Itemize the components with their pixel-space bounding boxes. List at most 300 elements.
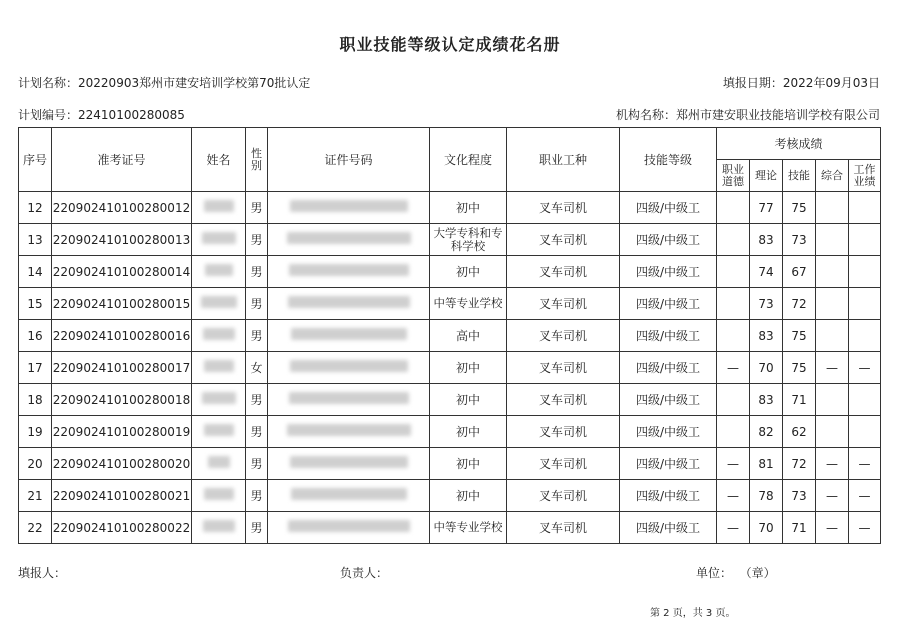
cell-score-ethics-text: — [727, 520, 739, 535]
cell-gender [246, 256, 268, 288]
cell-name [192, 192, 246, 224]
cell-exam-no-text: 220902410100280012 [52, 200, 191, 215]
cell-gender-text: 男 [250, 297, 263, 311]
cell-education-text: 初中 [455, 393, 480, 407]
redacted-name [208, 456, 230, 468]
cell-exam-no-text: 220902410100280020 [52, 456, 191, 471]
cell-score-ethics [717, 480, 750, 512]
cell-score-skill-text: 67 [791, 264, 807, 279]
cell-seq-text: 12 [27, 200, 43, 215]
cell-id-no [268, 416, 430, 448]
cell-id-no [268, 352, 430, 384]
cell-occupation-text: 叉车司机 [538, 489, 587, 503]
redacted-id [291, 328, 407, 340]
cell-occupation-text: 叉车司机 [538, 457, 587, 471]
cell-occupation [507, 256, 620, 288]
redacted-name [204, 424, 234, 436]
cell-seq-text: 18 [27, 392, 43, 407]
cell-level-text: 四级/中级工 [635, 233, 701, 247]
cell-score-overall-text: — [826, 360, 838, 375]
table-row [19, 320, 881, 352]
cell-score-theory [750, 288, 783, 320]
cell-level-text: 四级/中级工 [635, 265, 701, 279]
cell-score-theory-text: 78 [758, 488, 774, 503]
cell-level [620, 512, 717, 544]
document-title: 职业技能等级认定成绩花名册 [339, 35, 561, 54]
unit-field [696, 564, 776, 581]
redacted-name [203, 520, 235, 532]
cell-education-text: 中等专业学校 [433, 296, 503, 310]
cell-name [192, 352, 246, 384]
cell-score-overall [816, 288, 849, 320]
header-score-ethics: 职业道德 [717, 160, 750, 192]
cell-score-theory [750, 480, 783, 512]
cell-name [192, 256, 246, 288]
cell-education [430, 512, 507, 544]
cell-occupation [507, 480, 620, 512]
cell-score-overall [816, 320, 849, 352]
cell-seq-text: 14 [27, 264, 43, 279]
cell-seq [19, 288, 52, 320]
cell-score-overall-text: — [826, 520, 838, 535]
cell-occupation [507, 288, 620, 320]
cell-score-ethics [717, 384, 750, 416]
cell-gender [246, 192, 268, 224]
cell-occupation-text: 叉车司机 [538, 425, 587, 439]
plan-no-value: 22410100280085 [78, 108, 185, 122]
cell-id-no [268, 224, 430, 256]
cell-occupation [507, 448, 620, 480]
cell-score-theory [750, 256, 783, 288]
cell-name [192, 480, 246, 512]
cell-score-overall [816, 416, 849, 448]
cell-score-skill [783, 448, 816, 480]
redacted-id [290, 360, 408, 372]
cell-score-overall [816, 352, 849, 384]
cell-score-skill-text: 73 [791, 488, 807, 503]
cell-score-ethics [717, 352, 750, 384]
cell-seq [19, 384, 52, 416]
cell-gender-text: 男 [250, 489, 263, 503]
cell-score-theory [750, 384, 783, 416]
header-score-overall: 综合 [816, 160, 849, 192]
cell-occupation [507, 416, 620, 448]
table-row [19, 480, 881, 512]
cell-occupation [507, 512, 620, 544]
cell-seq [19, 352, 52, 384]
cell-education-text: 初中 [455, 265, 480, 279]
cell-score-work [849, 256, 881, 288]
cell-score-work [849, 448, 881, 480]
cell-gender [246, 512, 268, 544]
table-row [19, 416, 881, 448]
cell-occupation [507, 224, 620, 256]
header-id-no: 证件号码 [268, 128, 430, 192]
cell-score-ethics [717, 320, 750, 352]
reporter-field: 填报人： [18, 566, 67, 580]
cell-score-overall-text: — [826, 456, 838, 471]
redacted-id [287, 232, 411, 244]
cell-score-overall [816, 480, 849, 512]
cell-score-skill-text: 73 [791, 232, 807, 247]
cell-score-theory-text: 77 [758, 200, 774, 215]
redacted-name [204, 488, 234, 500]
cell-education-text: 初中 [455, 489, 480, 503]
report-date-line [723, 74, 880, 91]
cell-score-skill-text: 75 [791, 200, 807, 215]
cell-seq-text: 13 [27, 232, 43, 247]
header-score-work: 工作业绩 [849, 160, 881, 192]
cell-occupation-text: 叉车司机 [538, 521, 587, 535]
page-indicator: 第 2 页，共 3 页。 [650, 608, 736, 619]
cell-score-overall [816, 512, 849, 544]
cell-score-skill [783, 512, 816, 544]
table-row [19, 384, 881, 416]
cell-occupation-text: 叉车司机 [538, 329, 587, 343]
cell-score-theory-text: 70 [758, 360, 774, 375]
cell-exam-no-text: 220902410100280014 [52, 264, 191, 279]
cell-level [620, 288, 717, 320]
cell-score-work [849, 512, 881, 544]
cell-id-no [268, 256, 430, 288]
cell-exam-no [52, 288, 192, 320]
cell-score-work [849, 416, 881, 448]
cell-level [620, 480, 717, 512]
cell-score-ethics-text: — [727, 360, 739, 375]
report-date-label: 填报日期： [722, 76, 783, 90]
cell-seq-text: 15 [27, 296, 43, 311]
cell-gender-text: 男 [250, 201, 263, 215]
cell-level-text: 四级/中级工 [635, 393, 701, 407]
cell-score-theory [750, 512, 783, 544]
cell-exam-no [52, 192, 192, 224]
cell-score-overall [816, 384, 849, 416]
redacted-id [288, 296, 410, 308]
cell-score-work-text: — [858, 456, 871, 471]
cell-score-skill [783, 224, 816, 256]
cell-gender-text: 男 [250, 521, 263, 535]
cell-exam-no-text: 220902410100280021 [52, 488, 191, 503]
redacted-id [288, 520, 410, 532]
cell-score-theory-text: 74 [758, 264, 774, 279]
cell-score-skill [783, 256, 816, 288]
cell-gender-text: 男 [250, 233, 263, 247]
cell-seq-text: 20 [27, 456, 43, 471]
cell-gender-text: 男 [250, 425, 263, 439]
cell-seq [19, 480, 52, 512]
cell-exam-no [52, 352, 192, 384]
cell-score-theory [750, 416, 783, 448]
cell-id-no [268, 448, 430, 480]
cell-gender-text: 男 [250, 457, 263, 471]
cell-education [430, 384, 507, 416]
cell-name [192, 416, 246, 448]
cell-name [192, 224, 246, 256]
table-row [19, 192, 881, 224]
cell-education-text: 初中 [455, 425, 480, 439]
header-exam-no: 准考证号 [52, 128, 192, 192]
cell-seq-text: 16 [27, 328, 43, 343]
cell-level [620, 416, 717, 448]
cell-seq [19, 224, 52, 256]
cell-score-theory [750, 352, 783, 384]
plan-name-label: 计划名称： [18, 76, 79, 90]
cell-education-text: 大学专科和专科学校 [433, 225, 503, 253]
cell-occupation [507, 384, 620, 416]
cell-score-skill-text: 75 [791, 328, 807, 343]
cell-education [430, 224, 507, 256]
table-row [19, 512, 881, 544]
cell-score-theory-text: 82 [758, 424, 774, 439]
cell-score-overall [816, 224, 849, 256]
redacted-id [290, 456, 408, 468]
cell-score-skill [783, 192, 816, 224]
redacted-id [290, 200, 408, 212]
cell-gender [246, 384, 268, 416]
redacted-name [202, 392, 236, 404]
cell-occupation-text: 叉车司机 [538, 265, 587, 279]
unit-label: 单位： [696, 566, 733, 580]
cell-seq-text: 21 [27, 488, 43, 503]
cell-score-ethics-text: — [727, 456, 739, 471]
cell-occupation-text: 叉车司机 [538, 297, 587, 311]
header-education: 文化程度 [430, 128, 507, 192]
cell-score-skill-text: 75 [791, 360, 807, 375]
cell-exam-no-text: 220902410100280018 [52, 392, 191, 407]
cell-gender [246, 448, 268, 480]
cell-education-text: 中等专业学校 [433, 520, 503, 534]
cell-exam-no-text: 220902410100280019 [52, 424, 191, 439]
cell-exam-no [52, 448, 192, 480]
cell-score-ethics [717, 256, 750, 288]
redacted-name [201, 296, 237, 308]
cell-score-work [849, 352, 881, 384]
cell-score-skill-text: 72 [791, 296, 807, 311]
cell-gender [246, 416, 268, 448]
cell-occupation [507, 192, 620, 224]
cell-education-text: 初中 [455, 457, 480, 471]
redacted-name [205, 264, 233, 276]
cell-score-overall [816, 256, 849, 288]
cell-level [620, 352, 717, 384]
cell-exam-no [52, 480, 192, 512]
header-gender: 性别 [246, 128, 268, 192]
cell-score-theory-text: 83 [758, 232, 774, 247]
seal-label: （章） [739, 566, 776, 580]
cell-id-no [268, 480, 430, 512]
cell-id-no [268, 288, 430, 320]
cell-exam-no-text: 220902410100280016 [52, 328, 191, 343]
plan-name-line [18, 74, 310, 91]
cell-score-theory-text: 70 [758, 520, 774, 535]
cell-level-text: 四级/中级工 [635, 201, 701, 215]
redacted-name [202, 232, 236, 244]
cell-score-skill-text: 62 [791, 424, 807, 439]
redacted-id [287, 424, 411, 436]
cell-score-work [849, 320, 881, 352]
cell-occupation-text: 叉车司机 [538, 233, 587, 247]
plan-no-label: 计划编号： [18, 108, 79, 122]
cell-seq [19, 512, 52, 544]
cell-seq-text: 17 [27, 360, 43, 375]
cell-gender [246, 352, 268, 384]
cell-gender-text: 女 [250, 361, 263, 375]
cell-score-skill [783, 352, 816, 384]
cell-score-ethics [717, 416, 750, 448]
cell-occupation [507, 320, 620, 352]
cell-education-text: 初中 [455, 361, 480, 375]
cell-exam-no [52, 416, 192, 448]
cell-exam-no-text: 220902410100280017 [52, 360, 191, 375]
table-row [19, 224, 881, 256]
cell-education [430, 416, 507, 448]
header-scores-group: 考核成绩 [717, 128, 881, 160]
cell-education [430, 288, 507, 320]
cell-score-theory [750, 224, 783, 256]
cell-score-work [849, 480, 881, 512]
cell-seq [19, 320, 52, 352]
cell-gender [246, 224, 268, 256]
cell-exam-no [52, 512, 192, 544]
cell-score-theory-text: 81 [758, 456, 774, 471]
cell-score-theory-text: 83 [758, 328, 774, 343]
cell-education [430, 352, 507, 384]
cell-exam-no [52, 224, 192, 256]
header-name: 姓名 [192, 128, 246, 192]
cell-name [192, 512, 246, 544]
cell-level [620, 192, 717, 224]
cell-score-work-text: — [858, 520, 871, 535]
cell-education [430, 480, 507, 512]
cell-name [192, 288, 246, 320]
redacted-id [291, 488, 407, 500]
cell-exam-no-text: 220902410100280022 [52, 520, 191, 535]
org-line [616, 106, 880, 123]
header-level: 技能等级 [620, 128, 717, 192]
cell-education-text: 初中 [455, 201, 480, 215]
cell-score-theory [750, 448, 783, 480]
cell-gender-text: 男 [250, 329, 263, 343]
cell-score-theory-text: 83 [758, 392, 774, 407]
cell-score-skill [783, 384, 816, 416]
redacted-id [289, 392, 409, 404]
cell-exam-no [52, 320, 192, 352]
cell-score-ethics [717, 192, 750, 224]
redacted-name [204, 360, 234, 372]
cell-level-text: 四级/中级工 [635, 457, 701, 471]
cell-level-text: 四级/中级工 [635, 361, 701, 375]
cell-occupation-text: 叉车司机 [538, 361, 587, 375]
cell-gender-text: 男 [250, 265, 263, 279]
cell-score-skill [783, 416, 816, 448]
header-score-theory: 理论 [750, 160, 783, 192]
cell-level [620, 448, 717, 480]
cell-level [620, 384, 717, 416]
cell-level-text: 四级/中级工 [635, 425, 701, 439]
cell-score-theory-text: 73 [758, 296, 774, 311]
cell-score-skill [783, 288, 816, 320]
cell-gender [246, 480, 268, 512]
cell-score-work [849, 224, 881, 256]
cell-seq [19, 256, 52, 288]
header-occupation: 职业工种 [507, 128, 620, 192]
cell-level-text: 四级/中级工 [635, 521, 701, 535]
cell-seq [19, 192, 52, 224]
cell-education-text: 高中 [455, 329, 480, 343]
cell-id-no [268, 384, 430, 416]
cell-level-text: 四级/中级工 [635, 329, 701, 343]
header-score-skill: 技能 [783, 160, 816, 192]
table-row [19, 256, 881, 288]
cell-score-work [849, 384, 881, 416]
cell-seq-text: 19 [27, 424, 43, 439]
cell-score-ethics-text: — [727, 488, 739, 503]
cell-level-text: 四级/中级工 [635, 297, 701, 311]
cell-name [192, 320, 246, 352]
plan-no-line [18, 106, 185, 123]
cell-score-work-text: — [858, 488, 871, 503]
cell-score-overall-text: — [826, 488, 838, 503]
cell-seq [19, 448, 52, 480]
cell-score-skill [783, 480, 816, 512]
org-value: 郑州市建安职业技能培训学校有限公司 [675, 108, 880, 122]
cell-level [620, 256, 717, 288]
roster-table [18, 127, 881, 544]
cell-score-ethics [717, 448, 750, 480]
plan-name-value: 20220903郑州市建安培训学校第70批认定 [78, 76, 311, 90]
cell-name [192, 384, 246, 416]
cell-education [430, 448, 507, 480]
cell-gender [246, 288, 268, 320]
cell-score-work [849, 192, 881, 224]
cell-level [620, 320, 717, 352]
cell-gender-text: 男 [250, 393, 263, 407]
cell-exam-no [52, 384, 192, 416]
cell-exam-no-text: 220902410100280013 [52, 232, 191, 247]
cell-level-text: 四级/中级工 [635, 489, 701, 503]
header-seq: 序号 [19, 128, 52, 192]
cell-score-work-text: — [858, 360, 871, 375]
cell-score-work [849, 288, 881, 320]
cell-score-theory [750, 192, 783, 224]
cell-level [620, 224, 717, 256]
cell-exam-no [52, 256, 192, 288]
redacted-id [289, 264, 409, 276]
table-row [19, 288, 881, 320]
cell-seq [19, 416, 52, 448]
cell-id-no [268, 192, 430, 224]
cell-name [192, 448, 246, 480]
cell-occupation [507, 352, 620, 384]
table-row [19, 352, 881, 384]
cell-score-skill-text: 71 [791, 392, 807, 407]
cell-score-overall [816, 192, 849, 224]
cell-score-ethics [717, 224, 750, 256]
cell-score-skill-text: 72 [791, 456, 807, 471]
cell-education [430, 192, 507, 224]
cell-score-skill-text: 71 [791, 520, 807, 535]
cell-score-overall [816, 448, 849, 480]
report-date-value: 2022年09月03日 [782, 76, 880, 90]
cell-id-no [268, 512, 430, 544]
cell-education [430, 320, 507, 352]
redacted-name [203, 328, 235, 340]
cell-id-no [268, 320, 430, 352]
cell-education [430, 256, 507, 288]
cell-score-skill [783, 320, 816, 352]
org-label: 机构名称： [615, 108, 676, 122]
cell-exam-no-text: 220902410100280015 [52, 296, 191, 311]
